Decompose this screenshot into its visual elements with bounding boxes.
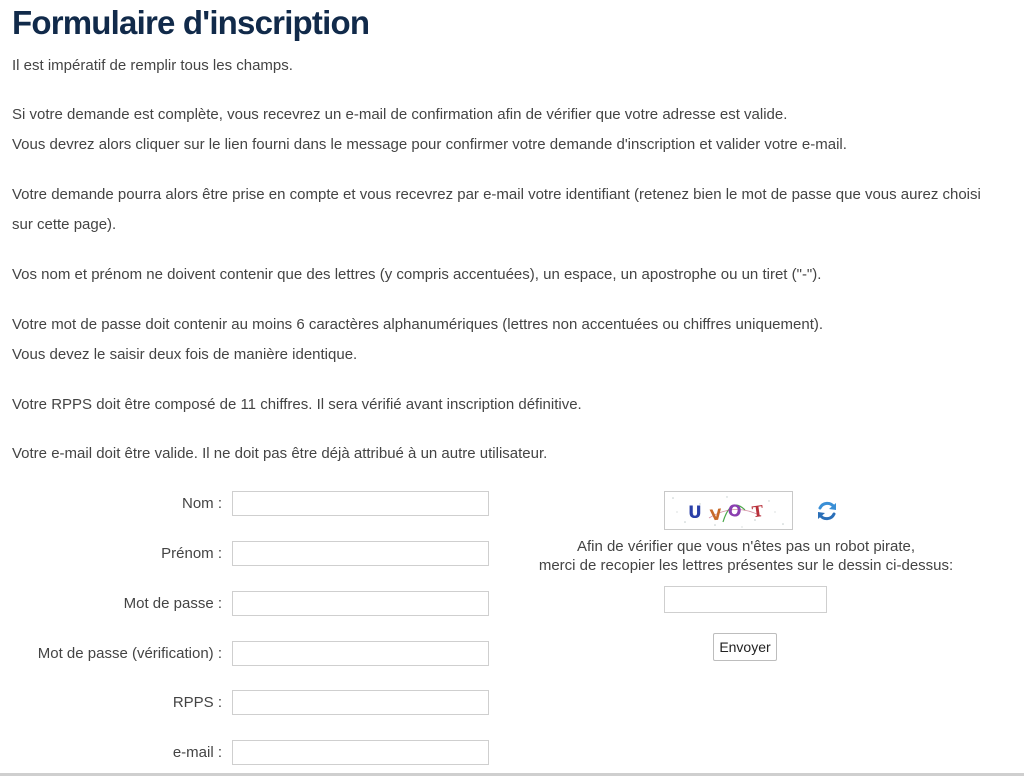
captcha-glyph-t: T (750, 501, 765, 522)
prenom-label: Prénom : (161, 545, 222, 562)
intro-name-rules: Vos nom et prénom ne doivent contenir que des lettres (y compris accentuées), un espace, un apostrophe ou un tiret ("-"). (12, 266, 822, 283)
intro-password-rules-line2: Vous devez le saisir deux fois de manière identique. (12, 346, 358, 363)
captcha-instructions (525, 537, 967, 575)
captcha-image (664, 491, 793, 530)
captcha-instruction-line1: Afin de vérifier que vous n'êtes pas un robot pirate, (576, 538, 916, 555)
captcha-drawing (665, 492, 793, 530)
captcha-instruction-line2: merci de recopier les lettres présentes sur le dessin ci-dessus: (538, 557, 954, 574)
rpps-input[interactable] (232, 690, 489, 715)
intro-email-rules: Votre e-mail doit être valide. Il ne doit pas être déjà attribué à un autre utilisateur. (12, 445, 548, 462)
email-input[interactable] (232, 740, 489, 765)
intro-identifier-note: Votre demande pourra alors être prise en compte et vous recevrez par e-mail votre identifiant (retenez bien le mot de passe que vous aurez choisi sur cette page). (12, 186, 981, 233)
nom-input[interactable] (232, 491, 489, 516)
intro-password-rules-line1: Votre mot de passe doit contenir au moins 6 caractères alphanumériques (lettres non accentuées ou chiffres uniquement). (12, 316, 824, 333)
password-confirm-label: Mot de passe (vérification) : (37, 645, 222, 662)
password-label: Mot de passe : (123, 595, 222, 612)
prenom-input[interactable] (232, 541, 489, 566)
page-title: Formulaire d'inscription (12, 4, 370, 41)
email-label: e-mail : (172, 744, 222, 761)
intro-required-note: Il est impératif de remplir tous les champs. (12, 57, 293, 74)
rpps-label: RPPS : (172, 694, 222, 711)
submit-button[interactable]: Envoyer (713, 633, 777, 661)
refresh-icon[interactable] (815, 499, 839, 523)
intro-confirmation-line2: Vous devrez alors cliquer sur le lien fourni dans le message pour confirmer votre demande d'inscription et valider votre e-mail. (12, 136, 847, 153)
nom-label: Nom : (181, 495, 222, 512)
intro-confirmation-line1: Si votre demande est complète, vous recevrez un e-mail de confirmation afin de vérifier que votre adresse est valide. (12, 106, 788, 123)
captcha-glyph-o: O (726, 500, 744, 522)
password-confirm-input[interactable] (232, 641, 489, 666)
password-input[interactable] (232, 591, 489, 616)
captcha-glyph-u: U (688, 503, 702, 523)
captcha-glyph-v: V (709, 505, 723, 525)
captcha-input[interactable] (664, 586, 827, 613)
intro-rpps-rules: Votre RPPS doit être composé de 11 chiffres. Il sera vérifié avant inscription définitive. (12, 396, 582, 413)
